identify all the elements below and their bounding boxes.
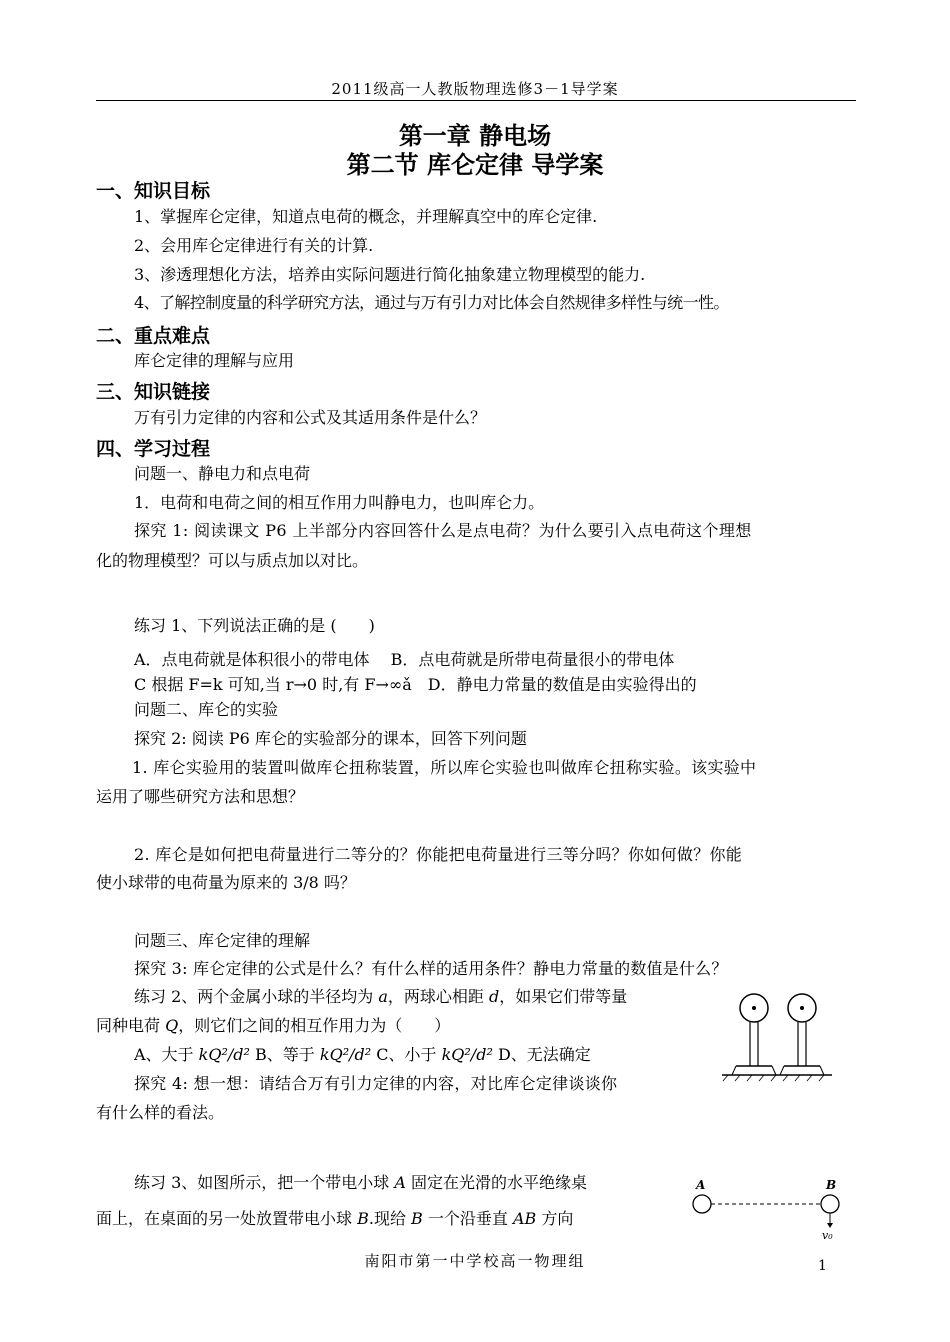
exercise-2-line1 xyxy=(134,987,627,1007)
formula: kQ²/d² xyxy=(441,1045,493,1064)
option-a: A、大于 xyxy=(134,1045,199,1064)
explore-4-cont: 有什么样的看法。 xyxy=(96,1103,225,1122)
explore-3: 探究 3: 库仑定律的公式是什么？有什么样的适用条件？静电力常量的数值是什么？ xyxy=(134,959,728,978)
exercise-3-line2 xyxy=(96,1209,573,1229)
formula: kQ²/d² xyxy=(198,1045,250,1064)
text-run: ，两球心相距 xyxy=(387,987,489,1006)
exercise-1-options-cd: C 根据 F=k 可知,当 r→0 时,有 F→∞ǎ D．静电力常量的数值是由实验得出的 xyxy=(134,675,697,694)
ball-b xyxy=(821,1195,839,1213)
goal-item: 4、了解控制度量的科学研究方法，通过与万有引力对比体会自然规律多样性与统一性。 xyxy=(134,293,729,312)
explore-2-item-1-cont: 运用了哪些研究方法和思想？ xyxy=(96,787,305,806)
goal-item: 2、会用库仑定律进行有关的计算. xyxy=(134,236,374,255)
heading-knowledge-goals: 一、知识目标 xyxy=(96,180,211,202)
explore-1: 探究 1: 阅读课文 P6 上半部分内容回答什么是点电荷？为什么要引入点电荷这个理想 xyxy=(134,521,752,540)
option-d: D、无法确定 xyxy=(492,1045,591,1064)
option-b: B、等于 xyxy=(249,1045,320,1064)
page-header: 2011级高一人教版物理选修3－1导学案 xyxy=(331,80,619,98)
var-d: d xyxy=(489,987,500,1006)
arrow-head xyxy=(827,1223,833,1228)
option-c: C、小于 xyxy=(371,1045,442,1064)
label-b: B xyxy=(826,1178,837,1192)
text-run: 固定在光滑的水平绝缘桌 xyxy=(405,1173,588,1192)
exercise-3-line1 xyxy=(134,1173,587,1193)
var-b-ball: B xyxy=(357,1209,369,1228)
explore-2-item-2-cont: 使小球带的电荷量为原来的 3/8 吗？ xyxy=(96,873,356,892)
text-run: 同种电荷 xyxy=(96,1016,166,1035)
text-run: .现给 xyxy=(368,1209,412,1228)
var-ab: AB xyxy=(513,1209,537,1228)
knowledge-link-body: 万有引力定律的内容和公式及其适用条件是什么？ xyxy=(134,408,487,427)
heading-key-points: 二、重点难点 xyxy=(96,325,211,347)
text-run: 练习 2、两个金属小球的半径均为 xyxy=(134,987,379,1006)
explore-4: 探究 4: 想一想：请结合万有引力定律的内容，对比库仑定律谈谈你 xyxy=(134,1074,618,1093)
explore-2-item-1: 1. 库仑实验用的装置叫做库仑扭称装置，所以库仑实验也叫做库仑扭称实验。该实验中 xyxy=(132,758,757,777)
page-footer: 南阳市第一中学校高一物理组 xyxy=(364,1252,586,1270)
chapter-title: 第一章 静电场 xyxy=(398,122,552,150)
goal-item: 3、渗透理想化方法，培养由实际问题进行简化抽象建立物理模型的能力. xyxy=(134,265,646,284)
question-one: 问题一、静电力和点电荷 xyxy=(134,464,311,483)
label-v0: v₀ xyxy=(822,1229,833,1242)
ball-a xyxy=(693,1195,711,1213)
question-two: 问题二、库仑的实验 xyxy=(134,700,279,719)
text-run: 方向 xyxy=(536,1209,574,1228)
var-b-ball: B xyxy=(411,1209,423,1228)
exercise-2-options xyxy=(134,1045,591,1065)
key-points-body: 库仑定律的理解与应用 xyxy=(134,351,295,370)
section-title: 第二节 库仑定律 导学案 xyxy=(346,151,604,179)
var-a-ball: A xyxy=(394,1173,406,1192)
text-run: 一个沿垂直 xyxy=(422,1209,513,1228)
exercise-1: 练习 1、下列说法正确的是 ( ) xyxy=(134,616,375,635)
label-a: A xyxy=(696,1178,706,1192)
question-three: 问题三、库仑定律的理解 xyxy=(134,931,311,950)
exercise-2-line2 xyxy=(96,1016,450,1036)
heading-learning-process: 四、学习过程 xyxy=(96,438,211,460)
text-run: ，则它们之间的相互作用力为（ ） xyxy=(178,1016,451,1035)
text-run: 面上，在桌面的另一处放置带电小球 xyxy=(96,1209,358,1228)
var-a: a xyxy=(378,987,388,1006)
text-run: 练习 3、如图所示，把一个带电小球 xyxy=(134,1173,395,1192)
explore-1-cont: 化的物理模型？可以与质点加以对比。 xyxy=(96,551,369,570)
exercise-1-options-ab: A．点电荷就是体积很小的带电体 B．点电荷就是所带电荷量很小的带电体 xyxy=(134,650,675,669)
formula: kQ²/d² xyxy=(319,1045,372,1064)
header-rule xyxy=(96,100,856,101)
heading-knowledge-link: 三、知识链接 xyxy=(96,381,211,403)
question-one-point: 1．电荷和电荷之间的相互作用力叫静电力，也叫库仑力。 xyxy=(134,493,545,512)
var-q: Q xyxy=(165,1016,179,1035)
text-run: ，如果它们带等量 xyxy=(499,987,628,1006)
page-number: 1 xyxy=(818,1258,827,1274)
metal-spheres-figure xyxy=(718,982,836,1082)
explore-2: 探究 2: 阅读 P6 库仑的实验部分的课本，回答下列问题 xyxy=(134,729,527,748)
explore-2-item-2: 2. 库仑是如何把电荷量进行二等分的？你能把电荷量进行三等分吗？你如何做？你能 xyxy=(134,845,743,864)
goal-item: 1、掌握库仑定律，知道点电荷的概念，并理解真空中的库仑定律. xyxy=(134,207,598,226)
charged-balls-figure xyxy=(686,1173,846,1243)
